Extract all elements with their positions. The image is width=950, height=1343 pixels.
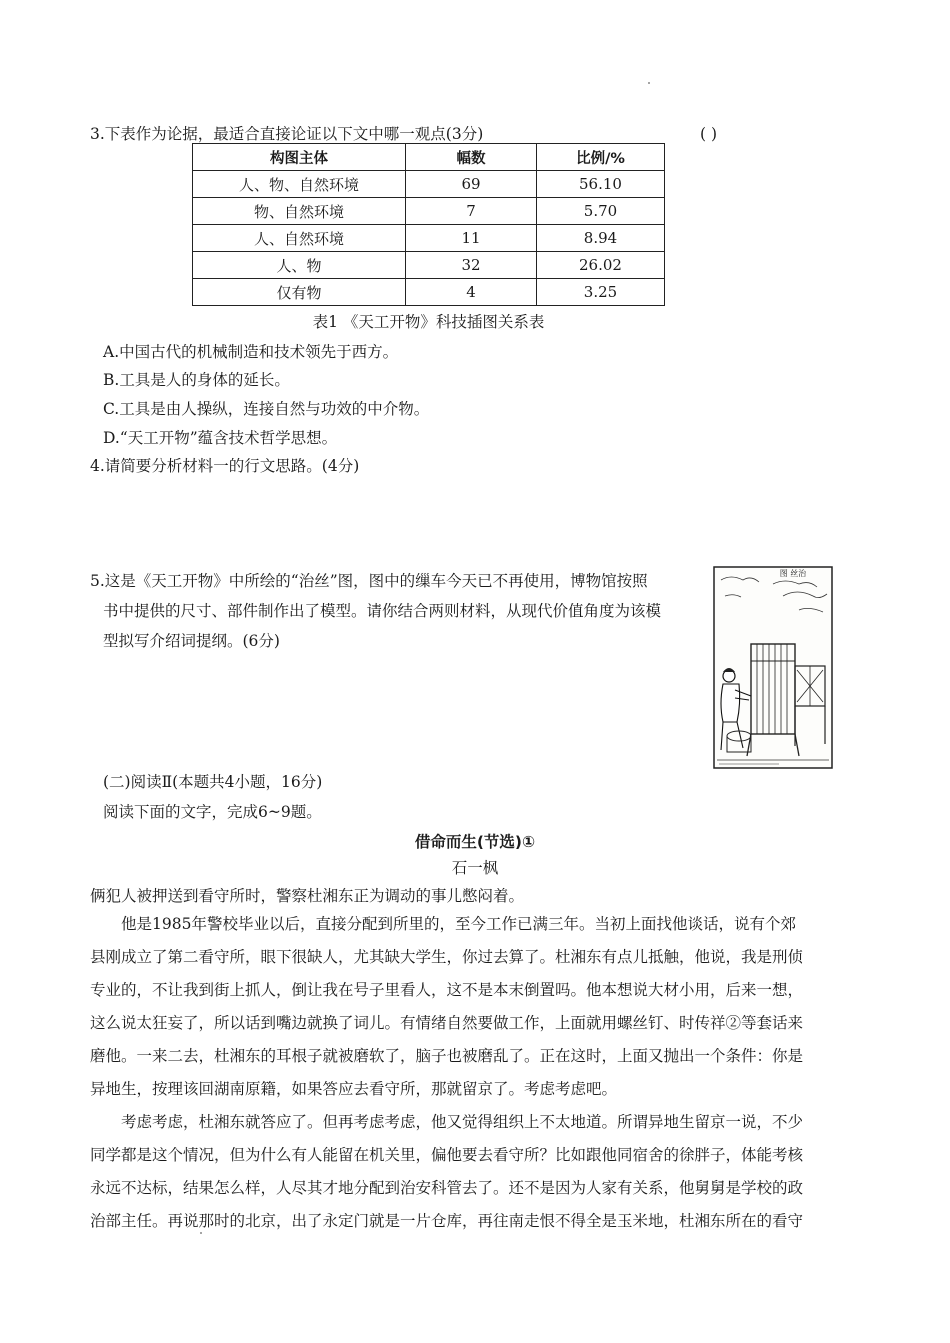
option-b: B.工具是人的身体的延长。 [103, 371, 290, 389]
table-cell: 26.02 [537, 252, 665, 279]
scan-speck [200, 1232, 202, 1234]
table-row [193, 171, 665, 198]
q5-line: 型拟写介绍词提纲。(6分) [103, 632, 280, 650]
q5-line: 书中提供的尺寸、部件制作出了模型。请你结合两则材料，从现代价值角度为该模 [103, 602, 662, 620]
table-cell: 69 [406, 171, 537, 198]
text-line: 磨他。一来二去，杜湘东的耳根子就被磨软了，脑子也被磨乱了。正在这时，上面又抛出一个条件：你是 [90, 1047, 804, 1065]
table-row [193, 198, 665, 225]
text-line: 专业的，不让我到街上抓人，倒让我在号子里看人，这不是本末倒置吗。他本想说大材小用，后来一想， [90, 981, 804, 999]
passage-author: 石一枫 [451, 859, 499, 877]
table-cell: 8.94 [537, 225, 665, 252]
text-line: 治部主任。再说那时的北京，出了永定门就是一片仓库，再往南走恨不得全是玉米地，杜湘东所在的看守 [90, 1212, 804, 1230]
text-line: 县刚成立了第二看守所，眼下很缺人，尤其缺大学生，你过去算了。杜湘东有点儿抵触，他说，我是刑侦 [90, 948, 804, 966]
table-cell: 人、物、自然环境 [193, 171, 406, 198]
woodcut-drawing [713, 566, 833, 769]
scan-speck [648, 82, 650, 84]
table-cell: 4 [406, 279, 537, 306]
table-header-row [193, 144, 665, 171]
illustration-label: 图 丝治 [779, 569, 807, 578]
paragraph [90, 908, 803, 1106]
table-cell: 人、物 [193, 252, 406, 279]
q3-stem: 3.下表作为论据，最适合直接论证以下文中哪一观点(3分) [90, 125, 484, 143]
text-line: 这么说太狂妄了，所以话到嘴边就换了词儿。有情绪自然要做工作，上面就用螺丝钉、时传祥②等套话来 [90, 1014, 804, 1032]
option-c: C.工具是由人操纵，连接自然与功效的中介物。 [103, 400, 430, 418]
option-a: A.中国古代的机械制造和技术领先于西方。 [103, 343, 399, 361]
table-cell: 人、自然环境 [193, 225, 406, 252]
text-line: 永远不达标，结果怎么样，人尽其才地分配到治安科管去了。还不是因为人家有关系，他舅舅是学校的政 [90, 1179, 804, 1197]
section-instruction: 阅读下面的文字，完成6~9题。 [103, 803, 322, 821]
table-cell: 56.10 [537, 171, 665, 198]
option-d: D.“天工开物”蕴含技术哲学思想。 [103, 429, 338, 447]
column-header: 比例/% [537, 144, 665, 171]
table-cell: 物、自然环境 [193, 198, 406, 225]
text-line: 异地生，按理该回湖南原籍，如果答应去看守所，那就留京了。考虑考虑吧。 [90, 1080, 618, 1098]
column-header: 构图主体 [193, 144, 406, 171]
table-cell: 5.70 [537, 198, 665, 225]
table-cell: 32 [406, 252, 537, 279]
table-cell: 7 [406, 198, 537, 225]
text-line: 考虑考虑，杜湘东就答应了。但再考虑考虑，他又觉得组织上不太地道。所谓异地生留京一说，不少 [121, 1113, 804, 1131]
table-cell: 仅有物 [193, 279, 406, 306]
section-heading: (二)阅读Ⅱ(本题共4小题，16分) [103, 773, 323, 791]
text-line: 同学都是这个情况，但为什么有人能留在机关里，偏他要去看守所？比如跟他同宿舍的徐胖子，体能考核 [90, 1146, 804, 1164]
table-row [193, 279, 665, 306]
silk-reeling-illustration [713, 566, 833, 769]
table-row [193, 225, 665, 252]
table-cell: 11 [406, 225, 537, 252]
column-header: 幅数 [406, 144, 537, 171]
table-cell: 3.25 [537, 279, 665, 306]
table-caption: 表1 《天工开物》科技插图关系表 [312, 313, 545, 331]
table-row [193, 252, 665, 279]
paragraph: 俩犯人被押送到看守所时，警察杜湘东正为调动的事儿憋闷着。 [90, 887, 525, 905]
paragraph [90, 1106, 803, 1238]
q4-stem: 4.请简要分析材料一的行文思路。(4分) [90, 457, 360, 475]
text-line: 他是1985年警校毕业以后，直接分配到所里的，至今工作已满三年。当初上面找他谈话，说有个郊 [121, 915, 796, 933]
q5-line: 5.这是《天工开物》中所绘的“治丝”图，图中的缫车今天已不再使用，博物馆按照 [90, 572, 648, 590]
passage-title: 借命而生(节选)① [414, 833, 536, 851]
data-table [192, 143, 665, 306]
q3-answer-bracket: ( ) [700, 125, 718, 143]
